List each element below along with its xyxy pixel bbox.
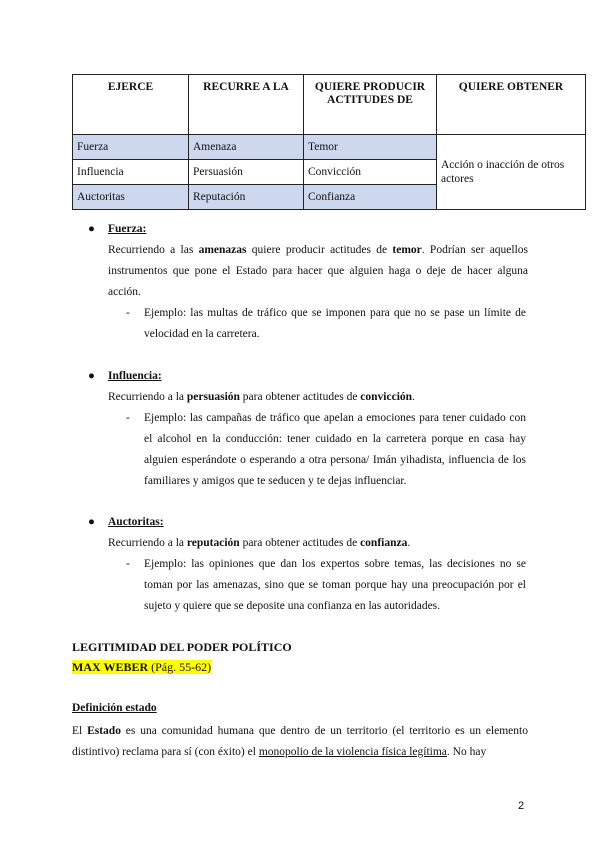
influencia-example <box>126 408 526 492</box>
text-bold: Estado <box>87 725 121 737</box>
merged-cell-obtener: Acción o inacción de otros actores <box>437 135 586 210</box>
bullet-auctoritas <box>88 512 164 533</box>
table-cell: Reputación <box>189 185 304 210</box>
definicion-heading: Definición estado <box>72 702 157 714</box>
table-row <box>73 135 586 160</box>
table-cell: Convicción <box>304 160 437 185</box>
text-run: Recurriendo a la <box>108 391 187 403</box>
bullet-icon: ● <box>88 370 95 382</box>
definicion-paragraph <box>72 721 528 763</box>
bullet-icon: ● <box>88 516 95 528</box>
legitimidad-heading: LEGITIMIDAD DEL PODER POLÍTICO <box>72 640 292 654</box>
text-bold: confianza <box>360 537 408 549</box>
table-cell: Amenaza <box>189 135 304 160</box>
dash-marker: - <box>126 558 130 570</box>
weber-pages: (Pág. 55-62) <box>148 660 212 674</box>
text-run: Recurriendo a las <box>108 244 199 256</box>
text-run: . <box>412 391 415 403</box>
table-cell: Auctoritas <box>73 185 189 210</box>
table-cell: Confianza <box>304 185 437 210</box>
text-run: quiere producir actitudes de <box>246 244 393 256</box>
influencia-intro <box>108 387 415 408</box>
power-table <box>72 74 586 210</box>
text-bold: temor <box>392 244 422 256</box>
header-producir: QUIERE PRODUCIR ACTITUDES DE <box>304 75 437 135</box>
text-run: . Podrían ser aquellos instrumentos que pone el Estado para hacer que alguien haga o deje de hacer alguna acción. <box>108 244 529 298</box>
table-header-row <box>73 75 586 135</box>
table-cell: Persuasión <box>189 160 304 185</box>
bullet-influencia <box>88 366 162 387</box>
example-text: Ejemplo: las opiniones que dan los expertos sobre temas, las decisiones no se toman por las amenazas, sino que se toman porque hay una preocupación por el sujeto y quiere que se deposite una confianza en las autoridades. <box>144 558 526 612</box>
bullet-fuerza <box>88 219 146 240</box>
bullet-icon: ● <box>88 223 95 235</box>
example-text: Ejemplo: las campañas de tráfico que apelan a emociones para tener cuidado con el alcohol en la conducción: tener cuidado en la carretera porque en casa hay alguien esperándote o esperando a otra persona/ Imán yihadista, influencia de los familiares y amigos que te seducen y te dejas influenciar. <box>144 412 526 487</box>
text-run: para obtener actitudes de <box>239 537 361 549</box>
section-title-influencia: Influencia: <box>108 370 162 382</box>
text-bold: persuasión <box>186 391 240 403</box>
section-title-fuerza: Fuerza: <box>108 223 147 235</box>
text-run: . <box>407 537 411 549</box>
page-number: 2 <box>518 800 525 812</box>
text-bold: reputación <box>186 537 240 549</box>
section-title-auctoritas: Auctoritas: <box>108 516 164 528</box>
dash-marker: - <box>126 412 130 424</box>
table-cell: Temor <box>304 135 437 160</box>
weber-heading <box>72 660 211 675</box>
example-text: Ejemplo: las multas de tráfico que se imponen para que no se pase un límite de velocidad en la carretera. <box>144 307 526 340</box>
table-cell: Influencia <box>73 160 189 185</box>
text-bold: amenazas <box>198 244 247 256</box>
auctoritas-example <box>126 554 526 617</box>
fuerza-example <box>126 303 526 345</box>
text-bold: convicción <box>360 391 413 403</box>
text-run: para obtener actitudes de <box>239 391 361 403</box>
table-cell: Fuerza <box>73 135 189 160</box>
text-run: Recurriendo a la <box>108 537 187 549</box>
text-underlined: monopolio de la violencia física legítima <box>258 746 447 758</box>
text-run: es una comunidad humana que dentro de un territorio (el territorio es un elemento distintivo) reclama para sí (con éxito) el <box>72 725 528 758</box>
header-ejerce: EJERCE <box>73 75 189 135</box>
header-obtener: QUIERE OBTENER <box>437 75 586 135</box>
text-run: . No hay <box>446 746 487 758</box>
fuerza-intro <box>108 240 528 303</box>
auctoritas-intro <box>108 533 410 554</box>
weber-name: MAX WEBER <box>72 660 149 674</box>
text-run: El <box>72 725 88 737</box>
dash-marker: - <box>126 307 130 319</box>
header-recurre: RECURRE A LA <box>189 75 304 135</box>
